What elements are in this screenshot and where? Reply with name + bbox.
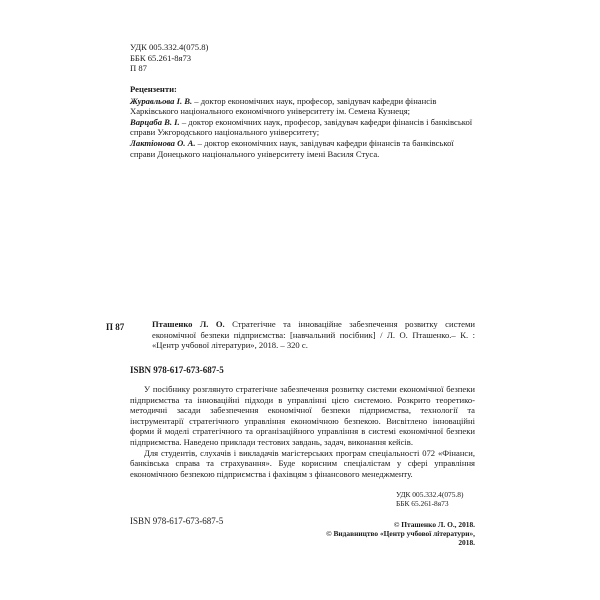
- reviewer-1-name: Журавльова І. В.: [130, 95, 193, 106]
- udk-code: УДК 005.332.4(075.8): [130, 42, 209, 52]
- reviewer-3-name: Лактіонова О. А.: [130, 137, 196, 148]
- reviewer-1: [130, 96, 475, 117]
- reviewers-title: Рецензенти:: [130, 84, 177, 94]
- reviewer-3: [130, 138, 475, 159]
- isbn-main: ISBN 978-617-673-687-5: [130, 365, 224, 375]
- copyright-author: © Пташенко Л. О., 2018.: [393, 520, 475, 529]
- isbn-bottom: ISBN 978-617-673-687-5: [130, 516, 224, 526]
- author-mark: П 87: [130, 63, 147, 74]
- bibliography-record: [152, 319, 475, 351]
- bibliography-text: Стратегічне та інноваційне забезпечення розвитку системи економічної безпеки підприємства: [навчальний посібник] / Л. О. Пташенко.– К. : «Центр учбової літератури», 2018. – 320 с.: [152, 319, 475, 351]
- copyright-block: [310, 520, 475, 547]
- reviewer-2-name: Варцаба В. І.: [130, 116, 180, 127]
- annotation: [130, 384, 475, 479]
- reviewer-2: [130, 117, 475, 138]
- annotation-paragraph-2: Для студентів, слухачів і викладачів магістерських програм спеціальності 072 «Фінанси, банківська справа та страхування». Буде корисним спеціалістам у сфері управління економічною безпекою підприємства і фахівцям з фінансового менеджменту.: [130, 447, 475, 479]
- bbk-code-bottom: ББК 65.261-8я73: [396, 499, 449, 508]
- reviewer-2-text: – доктор економічних наук, професор, завідувач кафедри фінансів і банківської справи Ужгородського національного університету;: [130, 116, 473, 138]
- classification-block-bottom: [396, 490, 463, 508]
- bbk-code: ББК 65.261-8я73: [130, 52, 192, 63]
- copyright-publisher: © Видавництво «Центр учбової літератури», 2018.: [326, 529, 475, 547]
- bibliography-author: Пташенко Л. О.: [152, 319, 225, 329]
- udk-code-bottom: УДК 005.332.4(075.8): [396, 490, 464, 499]
- reviewer-1-text: – доктор економічних наук, професор, завідувач кафедри фінансів Харківського національного економічного університету ім. Семена Кузнеця;: [130, 95, 437, 117]
- reviewers-block: [130, 84, 475, 159]
- bibliography-mark: П 87: [106, 322, 125, 332]
- annotation-paragraph-1: У посібнику розглянуто стратегічне забезпечення розвитку системи економічної безпеки підприємства та інноваційні підходи в управлінні цією системою. Розкрито теоретико-методичні засади забезпечення економічної безпеки підприємства, технології та інструментарії стратегічного управління економічною безпекою. Висвітлено інноваційні форми й моделі стратегічного та організаційного управління в системі економічної безпеки підприємства. Наведено приклади тестових завдань, задач, виконання кейсів.: [130, 384, 475, 447]
- classification-block-top: [130, 42, 208, 74]
- reviewer-3-text: – доктор економічних наук, завідувач кафедри фінансів та банківської справи Донецького національного університету імені Василя Стуса.: [130, 137, 454, 159]
